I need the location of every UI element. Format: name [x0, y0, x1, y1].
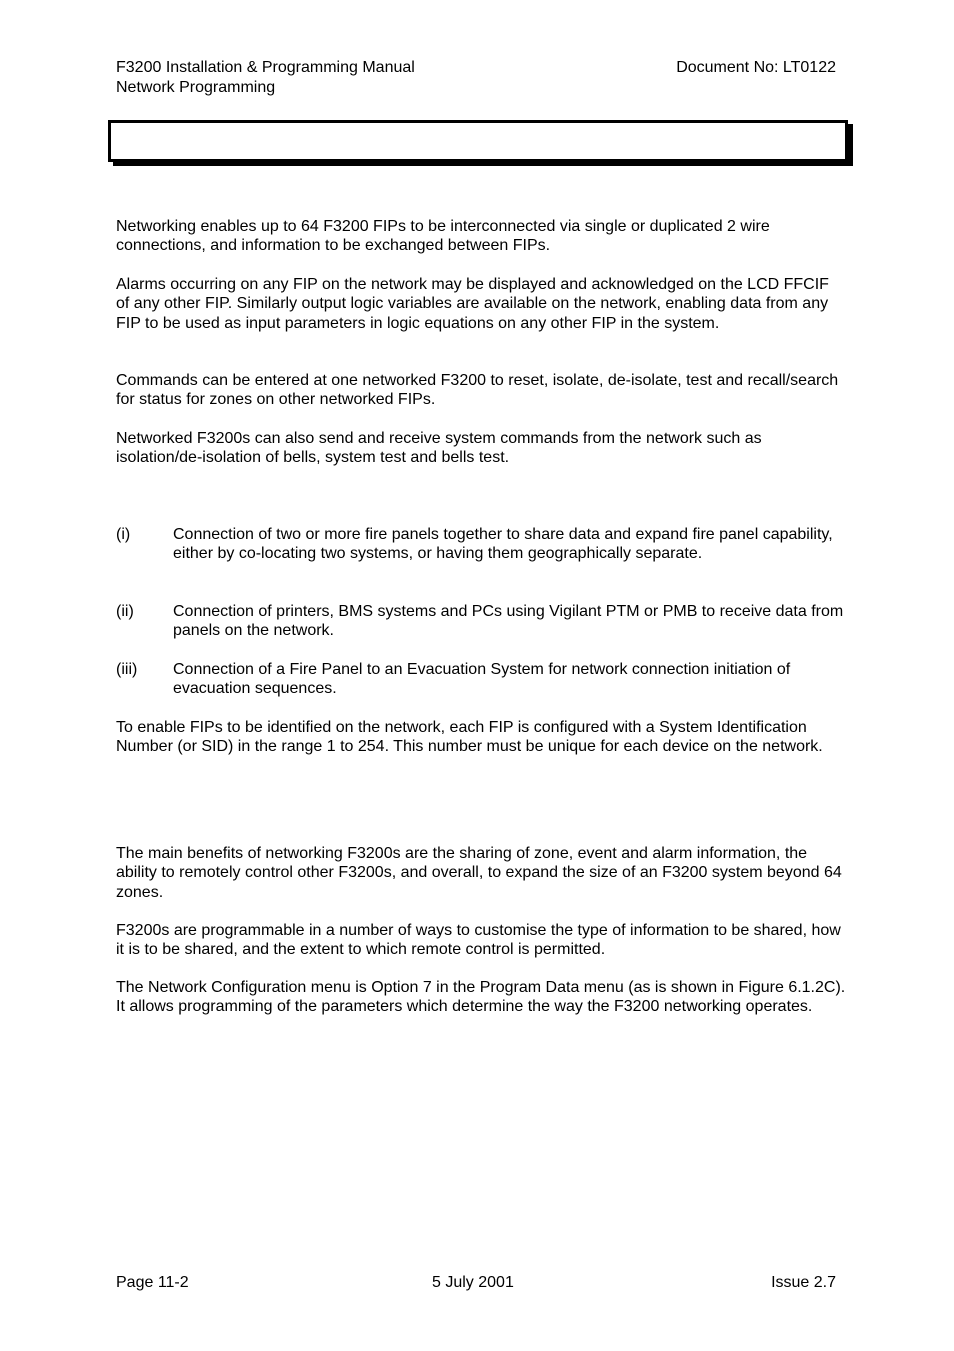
- paragraph-sid: To enable FIPs to be identified on the network, each FIP is configured with a System Identification Number (or SID) in the range 1 to 254. This number must be unique for each device on the network.: [116, 719, 823, 756]
- list-text: Connection of a Fire Panel to an Evacuation System for network connection initiation of evacuation sequences.: [173, 661, 791, 698]
- list-marker: (i): [116, 526, 131, 543]
- list-item: [116, 525, 846, 564]
- list-item: [116, 660, 846, 699]
- list-item: [116, 602, 846, 641]
- manual-title: F3200 Installation & Programming Manual: [116, 59, 415, 76]
- paragraph-network-config-menu: The Network Configuration menu is Option 7 in the Program Data menu (as is shown in Figure 6.1.2C). It allows programming of the parameters which determine the way the F3200 networking operates.: [116, 979, 846, 1016]
- page-number: Page 11-2: [116, 1274, 189, 1291]
- paragraph-networking-intro: Networking enables up to 64 F3200 FIPs to be interconnected via single or duplicated 2 wire connections, and information to be exchanged between FIPs.: [116, 218, 770, 255]
- footer-date: 5 July 2001: [432, 1274, 514, 1291]
- list-marker: (ii): [116, 603, 134, 620]
- paragraph-benefits: The main benefits of networking F3200s are the sharing of zone, event and alarm information, the ability to remotely control other F3200s, and overall, to expand the size of an F3200 system beyond 64 zones.: [116, 845, 842, 901]
- issue-number: Issue 2.7: [771, 1274, 836, 1291]
- paragraph-system-commands: Networked F3200s can also send and receive system commands from the network such as isolation/de-isolation of bells, system test and bells test.: [116, 430, 762, 467]
- list-text: Connection of two or more fire panels together to share data and expand fire panel capability, either by co-locating two systems, or having them geographically separate.: [173, 526, 833, 563]
- paragraph-alarms: Alarms occurring on any FIP on the network may be displayed and acknowledged on the LCD FFCIF of any other FIP. Similarly output logic variables are available on the network, enabling data from any FIP to be used as input parameters in logic equations on any other FIP in the system.: [116, 276, 829, 332]
- list-text: Connection of printers, BMS systems and PCs using Vigilant PTM or PMB to receive data from panels on the network.: [173, 603, 844, 640]
- paragraph-commands: Commands can be entered at one networked F3200 to reset, isolate, de-isolate, test and recall/search for status for zones on other networked FIPs.: [116, 372, 839, 409]
- section-title: Network Programming: [116, 79, 276, 96]
- paragraph-programmable: F3200s are programmable in a number of ways to customise the type of information to be shared, how it is to be shared, and the extent to which remote control is permitted.: [116, 922, 841, 959]
- document-number: Document No: LT0122: [676, 59, 836, 76]
- list-marker: (iii): [116, 661, 138, 678]
- chapter-title-box: [108, 120, 848, 162]
